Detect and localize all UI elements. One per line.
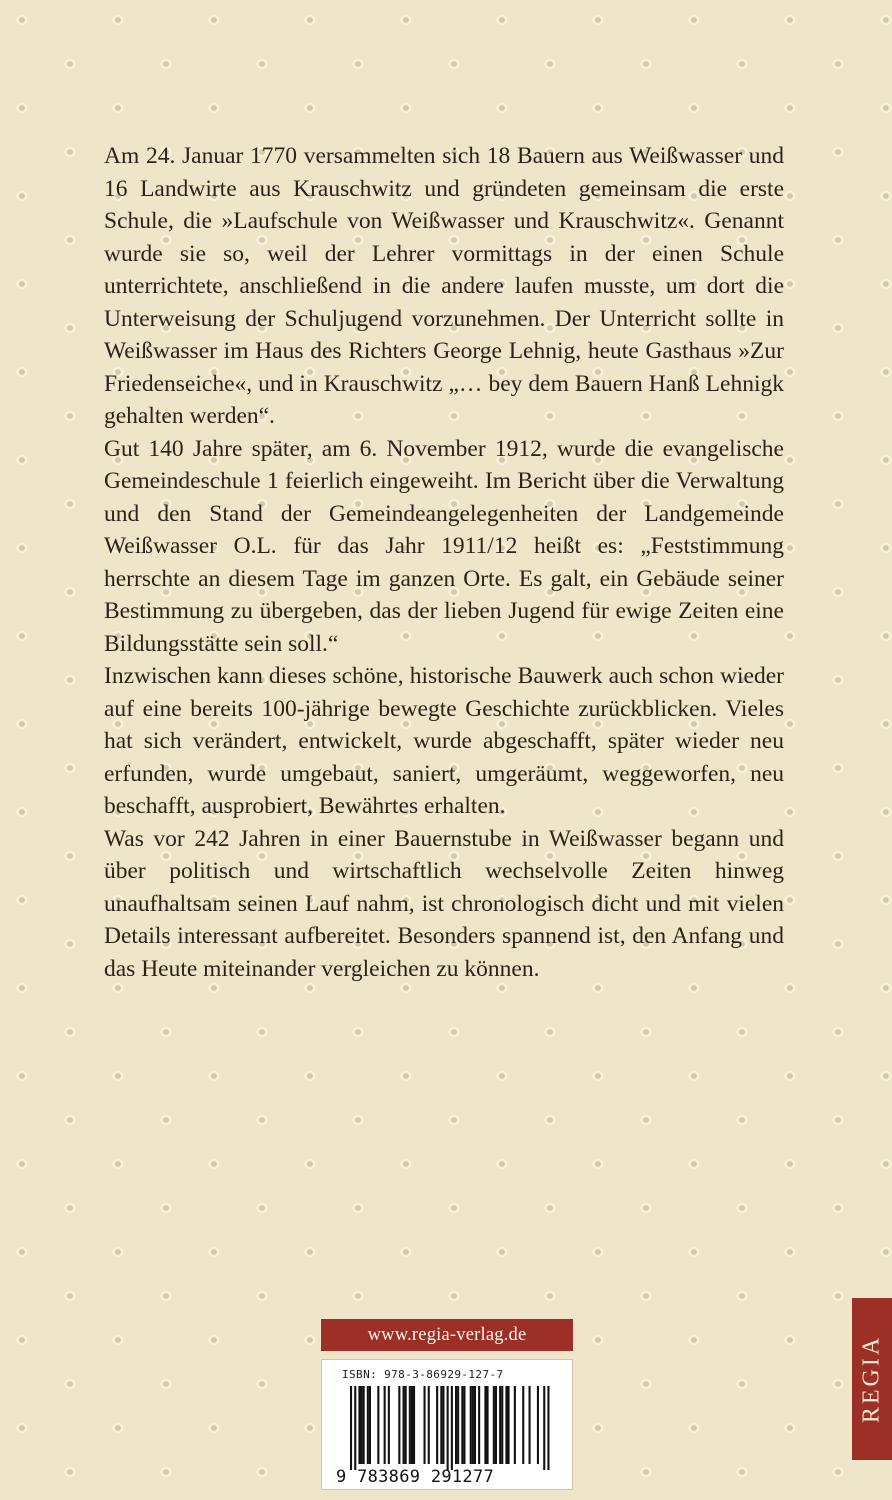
isbn-barcode-panel: [321, 1359, 573, 1490]
barcode-bar: [424, 1386, 426, 1464]
barcode-bar: [472, 1386, 474, 1464]
barcode-bar: [428, 1386, 430, 1464]
barcode-bar: [447, 1386, 449, 1470]
publisher-url-link[interactable]: www.regia-verlag.de: [321, 1319, 573, 1351]
barcode-bar: [358, 1386, 360, 1464]
barcode-bar: [405, 1386, 407, 1464]
barcode-bar: [361, 1386, 363, 1464]
barcode-bar: [529, 1386, 531, 1464]
barcode-bar: [484, 1386, 486, 1464]
barcode-bar: [522, 1386, 524, 1464]
barcode-bar: [470, 1386, 472, 1464]
barcode-bar: [451, 1386, 453, 1470]
barcode-bar: [499, 1386, 501, 1464]
barcode-bar: [413, 1386, 415, 1464]
barcode-bar: [388, 1386, 390, 1464]
barcode-bar: [411, 1386, 413, 1464]
barcode-bar: [487, 1386, 489, 1464]
barcode-bar: [505, 1386, 507, 1464]
isbn-label: ISBN: 978-3-86929-127-7: [342, 1368, 504, 1381]
blurb-paragraph-4: Was vor 242 Jahren in einer Bauernstube in Weißwasser begann und über politisch und wirtschaftlich wechselvolle Zeiten hinweg unaufhaltsam seinen Lauf nahm, ist chronologisch dicht und mit vielen Details interessant aufbereitet. Besonders spannend ist, den Anfang und das Heute miteinander vergleichen zu können.: [104, 825, 784, 982]
barcode-bar: [474, 1386, 476, 1464]
barcode-digits: 9 783869 291277: [336, 1467, 495, 1487]
barcode-bar: [436, 1386, 438, 1464]
barcode-bar: [377, 1386, 379, 1464]
blurb-paragraph-2: Gut 140 Jahre später, am 6. November 1912, wurde die evangelische Gemeindeschule 1 feierlich eingeweiht. Im Bericht über die Verwaltung und den Stand der Gemeindeangelegenheiten der Landgemeinde Weißwasser O.L. für das Jahr 1911/12 heißt es: „Feststimmung herrschte an diesem Tage im ganzen Orte. Es galt, ein Gebäude seiner Bestimmung zu übergeben, das der lieben Jugend für ewige Zeiten eine Bildungsstätte sein soll.“: [104, 435, 784, 657]
barcode-bar: [495, 1386, 497, 1464]
barcode-bar: [461, 1386, 463, 1464]
blurb-paragraph-3: Inzwischen kann dieses schöne, historische Bauwerk auch schon wieder auf eine bereits 100-jährige bewegte Geschichte zurückblicken. Vieles hat sich verändert, entwickelt, wurde abgeschafft, später wieder neu erfunden, wurde umgebaut, saniert, umgeräumt, weggeworfen, neu beschafft, ausprobiert, Bewährtes erhalten.: [104, 663, 784, 819]
barcode-bar: [547, 1386, 549, 1470]
barcode-bar: [398, 1386, 400, 1464]
barcode-bar: [457, 1386, 459, 1464]
barcode-bar: [354, 1386, 356, 1470]
barcode-bar: [403, 1386, 405, 1464]
barcode-bar: [537, 1386, 539, 1464]
barcode-bar: [478, 1386, 480, 1464]
barcode-bar: [350, 1386, 352, 1470]
barcode-bar: [367, 1386, 369, 1464]
publisher-logo-text: REGIA: [858, 1334, 885, 1424]
barcode-bar: [384, 1386, 386, 1464]
barcode-bar: [543, 1386, 545, 1470]
barcode-bar: [508, 1386, 510, 1464]
barcode-bar: [409, 1386, 411, 1464]
barcode-bar: [493, 1386, 495, 1464]
publisher-logo-tab: [852, 1298, 892, 1460]
barcode-bar: [442, 1386, 444, 1464]
barcode-bar: [363, 1386, 365, 1464]
barcode-bar: [440, 1386, 442, 1464]
blurb-paragraph-1: Am 24. Januar 1770 versammelten sich 18 Bauern aus Weißwasser und 16 Landwirte aus Krauschwitz und gründeten gemeinsam die erste Schule, die »Laufschule von Weißwasser und Krauschwitz«. Genannt wurde sie so, weil der Lehrer vormittags in der einen Schule unterrichtete, anschließend in die andere laufen musste, um dort die Unterweisung der Schuljugend vorzunehmen. Der Unterricht sollte in Weißwasser im Haus des Richters George Lehnig, heute Gasthaus »Zur Friedenseiche«, und in Krauschwitz „… bey dem Bauern Hanß Lehnigk gehalten werden“.: [104, 143, 784, 429]
barcode-bar: [514, 1386, 516, 1464]
barcode-bar: [455, 1386, 457, 1464]
barcode-bar: [369, 1386, 371, 1464]
blurb-text: [104, 140, 784, 985]
barcode-bar: [501, 1386, 503, 1464]
barcode-bar: [463, 1386, 465, 1464]
